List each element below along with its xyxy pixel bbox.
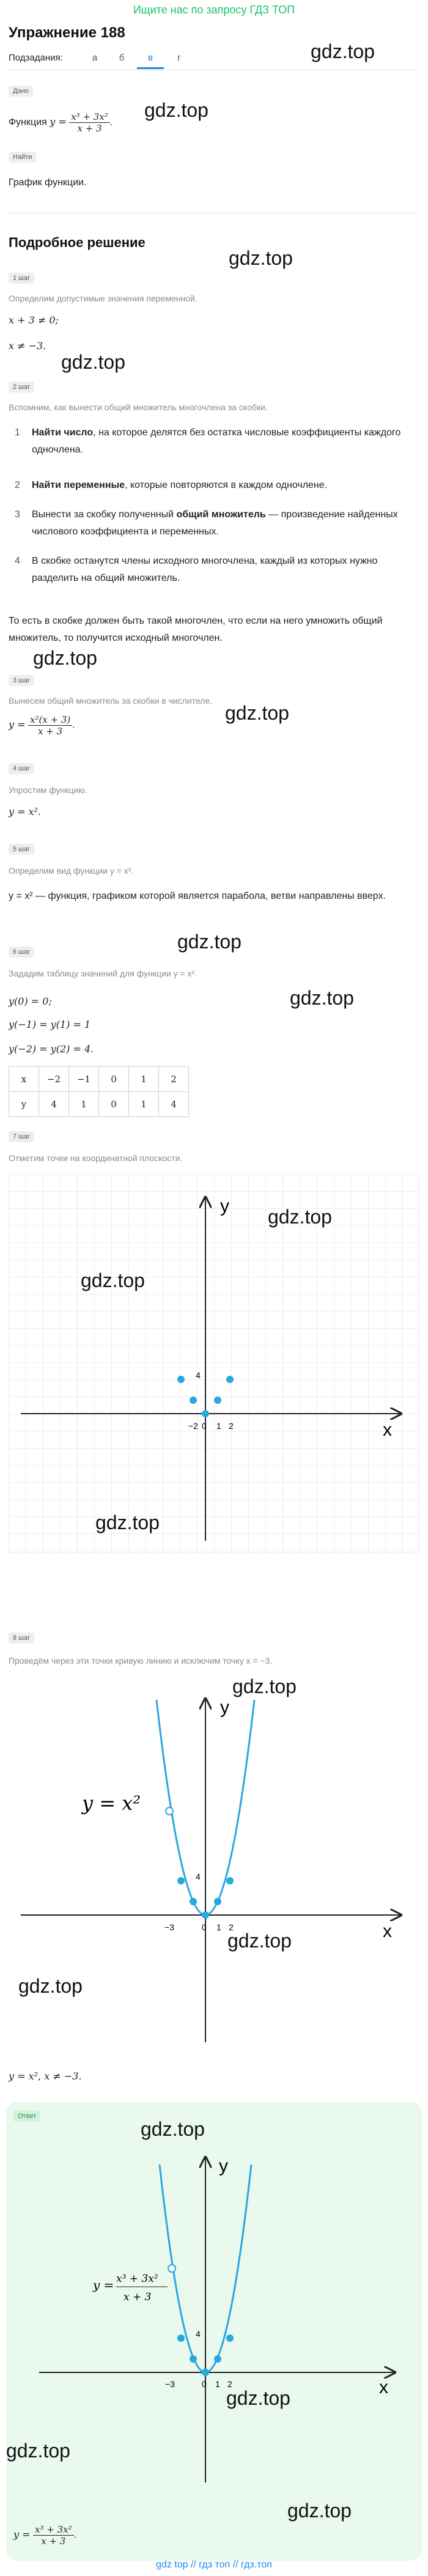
table-cell: −1	[69, 1067, 99, 1092]
excluded-point	[168, 2265, 175, 2272]
given-y-eq: y =	[50, 116, 67, 128]
step8-tag: 8 шаг	[9, 1633, 34, 1644]
given-function: Функция y = $\frac{\text{x³ + 3x²}}{x + 3}$ .	[9, 111, 113, 134]
step3-fraction	[28, 714, 72, 737]
watermark: gdz.top	[95, 1511, 160, 1533]
tick-label: 1	[215, 2379, 220, 2389]
rule-text: , которые повторяются в каждом одночлене.	[125, 480, 328, 490]
answer-fraction	[33, 2524, 74, 2547]
tick-label: −3	[164, 1922, 174, 1932]
watermark: gdz.top	[229, 247, 293, 269]
step2-summary: То есть в скобке должен быть такой многочлен, что если на него умножить общий множитель, то получится исходный многочлен.	[9, 616, 383, 643]
point-1-1	[214, 1898, 221, 1905]
step3-formula: y = $\frac{\text{x²(x + 3)}}{x + 3}$ .	[9, 714, 75, 737]
given-numerator: x³ + 3x²	[69, 111, 110, 123]
rule-bold: Найти число	[32, 427, 94, 438]
given-fraction	[69, 111, 110, 134]
watermark: gdz.top	[225, 702, 289, 724]
y-axis-label: y	[220, 1697, 229, 1718]
footer-links[interactable]: gdz top // гдз топ // гдз.топ	[156, 2559, 272, 2570]
subtask-v[interactable]: в	[148, 53, 153, 63]
step7-title: Отметим точки на координатной плоскости.	[9, 1153, 183, 1163]
table-row-x	[9, 1067, 189, 1092]
watermark: gdz.top	[6, 2440, 70, 2462]
table-cell: 1	[129, 1067, 159, 1092]
exercise-title: Упражнение 188	[9, 24, 125, 41]
table-cell: 0	[99, 1092, 129, 1117]
point-neg2-4	[177, 1877, 185, 1884]
tick-label: 4	[196, 1872, 201, 1881]
search-hint-link[interactable]: Ищите нас по запросу ГДЗ ТОП	[133, 4, 295, 16]
tick-label: 1	[216, 1421, 221, 1431]
table-cell: y	[9, 1092, 39, 1117]
step7-tag: 7 шаг	[9, 1131, 34, 1142]
rule-number: 2	[15, 480, 20, 490]
rule-bold: общий множитель	[176, 509, 266, 520]
tick-label: 1	[216, 1922, 221, 1932]
x-axis-label: x	[383, 1921, 392, 1941]
point-1-1	[214, 1397, 221, 1404]
watermark: gdz.top	[226, 2387, 290, 2409]
table-cell: 1	[69, 1092, 99, 1117]
tick-label: 0	[202, 1421, 207, 1431]
answer-y-eq: y =	[13, 2528, 31, 2541]
step1-line2: x ≠ −3.	[9, 340, 46, 352]
point-2-4	[226, 1376, 234, 1383]
point-neg1-1	[190, 1898, 197, 1905]
tick-label: 0	[202, 1922, 207, 1932]
given-prefix: Функция	[9, 117, 47, 128]
find-tag: Найти	[9, 152, 36, 163]
tick-label: −3	[165, 2379, 175, 2389]
rule-bold: Найти переменные	[32, 480, 125, 490]
point-0-0	[202, 1911, 209, 1919]
curve-label-numerator: x³ + 3x²	[116, 2273, 158, 2285]
table-cell: −2	[39, 1067, 69, 1092]
step3-tag: 3 шаг	[9, 675, 34, 686]
step6-line3: y(−2) = y(2) = 4.	[9, 1043, 94, 1055]
step4-line1: y = x².	[9, 806, 42, 817]
watermark: gdz.top	[287, 2500, 352, 2522]
step5-line1: y = x² — функция, графиком которой является парабола, ветви направлены вверх.	[9, 891, 386, 901]
watermark: gdz.top	[232, 1675, 297, 1697]
watermark: gdz.top	[290, 987, 354, 1009]
table-cell: 4	[159, 1092, 189, 1117]
step3-numerator: x²(x + 3)	[28, 714, 72, 726]
rule-number: 1	[15, 427, 20, 438]
point-0-0	[202, 1410, 209, 1417]
tick-label: 2	[227, 2379, 232, 2389]
rule-text: — произведение найденных числового коэффициента и переменных.	[32, 509, 398, 537]
rule-number: 3	[15, 509, 20, 520]
point-neg2-4	[177, 1376, 185, 1383]
rule-text: Вынести за скобку полученный	[32, 509, 177, 520]
point-2-4	[226, 2334, 234, 2342]
curve-label-y: y =	[93, 2278, 114, 2292]
tick-label: 2	[229, 1922, 234, 1932]
subtask-b[interactable]: б	[119, 53, 125, 63]
watermark: gdz.top	[18, 1975, 83, 1997]
step4-tag: 4 шаг	[9, 763, 34, 774]
step1-title: Определим допустимые значения переменной.	[9, 293, 197, 303]
rule-text: В скобке останутся члены исходного многочлена, каждый из которых нужно разделить на общий множитель.	[32, 556, 378, 583]
watermark: gdz.top	[33, 647, 97, 669]
step5-tag: 5 шаг	[9, 844, 34, 855]
step3-denominator: x + 3	[38, 726, 63, 737]
point-0-0	[202, 2369, 209, 2376]
step4-title: Упростим функцию.	[9, 785, 87, 795]
step2-title: Вспомним, как вынести общий множитель многочлена за скобки.	[9, 402, 268, 412]
subtasks-label: Подзадания:	[9, 53, 63, 63]
tick-label: 0	[202, 2379, 207, 2389]
watermark: gdz.top	[81, 1269, 145, 1291]
step8-after: y = x², x ≠ −3.	[9, 2070, 82, 2082]
watermark: gdz.top	[177, 931, 242, 953]
excluded-point	[166, 1807, 173, 1815]
watermark: gdz.top	[227, 1930, 292, 1952]
point-2-4	[226, 1877, 234, 1884]
x-axis-label: x	[383, 1420, 392, 1440]
point-neg2-4	[177, 2334, 185, 2342]
tick-label: 4	[196, 2329, 201, 2339]
step1-tag: 1 шаг	[9, 273, 34, 284]
tick-label: 4	[196, 1370, 201, 1380]
subtask-g[interactable]: г	[177, 53, 181, 63]
x-axis-label: x	[379, 2377, 388, 2397]
y-axis-label: y	[219, 2156, 228, 2176]
answer-tag: Ответ	[13, 2111, 40, 2122]
table-row-y	[9, 1092, 189, 1117]
find-text: График функции.	[9, 177, 87, 188]
subtask-a[interactable]: а	[92, 53, 98, 63]
step6-line1: y(0) = 0;	[9, 995, 52, 1007]
watermark: gdz.top	[311, 40, 375, 62]
coordinate-plane-points	[9, 1174, 419, 1553]
tick-label: −2	[188, 1421, 198, 1431]
answer-denominator: x + 3	[41, 2536, 66, 2547]
step6-line2: y(−1) = y(1) = 1	[9, 1019, 91, 1030]
step3-y-eq: y =	[9, 718, 26, 731]
step6-tag: 6 шаг	[9, 947, 34, 958]
watermark: gdz.top	[144, 99, 208, 121]
step6-title: Зададим таблицу значений для функции y = x².	[9, 969, 197, 978]
rule-text: , на которое делятся без остатка числовые коэффициенты каждого одночлена.	[32, 427, 401, 455]
y-axis-label: y	[220, 1196, 229, 1216]
tick-label: 2	[229, 1421, 234, 1431]
step8-title: Проведём через эти точки кривую линию и исключим точку x = −3.	[9, 1656, 273, 1666]
solution-title: Подробное решение	[9, 235, 146, 250]
watermark: gdz.top	[61, 351, 125, 373]
watermark: gdz.top	[268, 1206, 332, 1228]
table-cell: 4	[39, 1092, 69, 1117]
curve-label: y = x²	[82, 1792, 141, 1815]
table-cell: 0	[99, 1067, 129, 1092]
point-neg1-1	[190, 2355, 197, 2363]
watermark: gdz.top	[141, 2118, 205, 2140]
given-denominator: x + 3	[77, 123, 102, 134]
table-cell: 2	[159, 1067, 189, 1092]
answer-numerator: x³ + 3x²	[33, 2524, 74, 2536]
curve-label-denominator: x + 3	[124, 2291, 152, 2303]
step2-tag: 2 шаг	[9, 382, 34, 393]
point-neg1-1	[190, 1397, 197, 1404]
answer-graph	[15, 2140, 413, 2482]
point-1-1	[214, 2355, 221, 2363]
values-table	[9, 1066, 189, 1117]
given-tag: Дано	[9, 86, 33, 97]
active-subtask-indicator	[137, 67, 164, 69]
answer-formula: y = $\frac{\text{x³ + 3x²}}{x + 3}$ .	[13, 2524, 77, 2547]
parabola-graph	[9, 1675, 419, 2054]
rule-number: 4	[15, 556, 20, 566]
step1-line1: x + 3 ≠ 0;	[9, 314, 59, 326]
table-cell: 1	[129, 1092, 159, 1117]
step5-title: Определим вид функции y = x².	[9, 866, 134, 876]
step3-title: Вынесем общий множитель за скобки в числителе.	[9, 696, 213, 706]
table-cell: x	[9, 1067, 39, 1092]
